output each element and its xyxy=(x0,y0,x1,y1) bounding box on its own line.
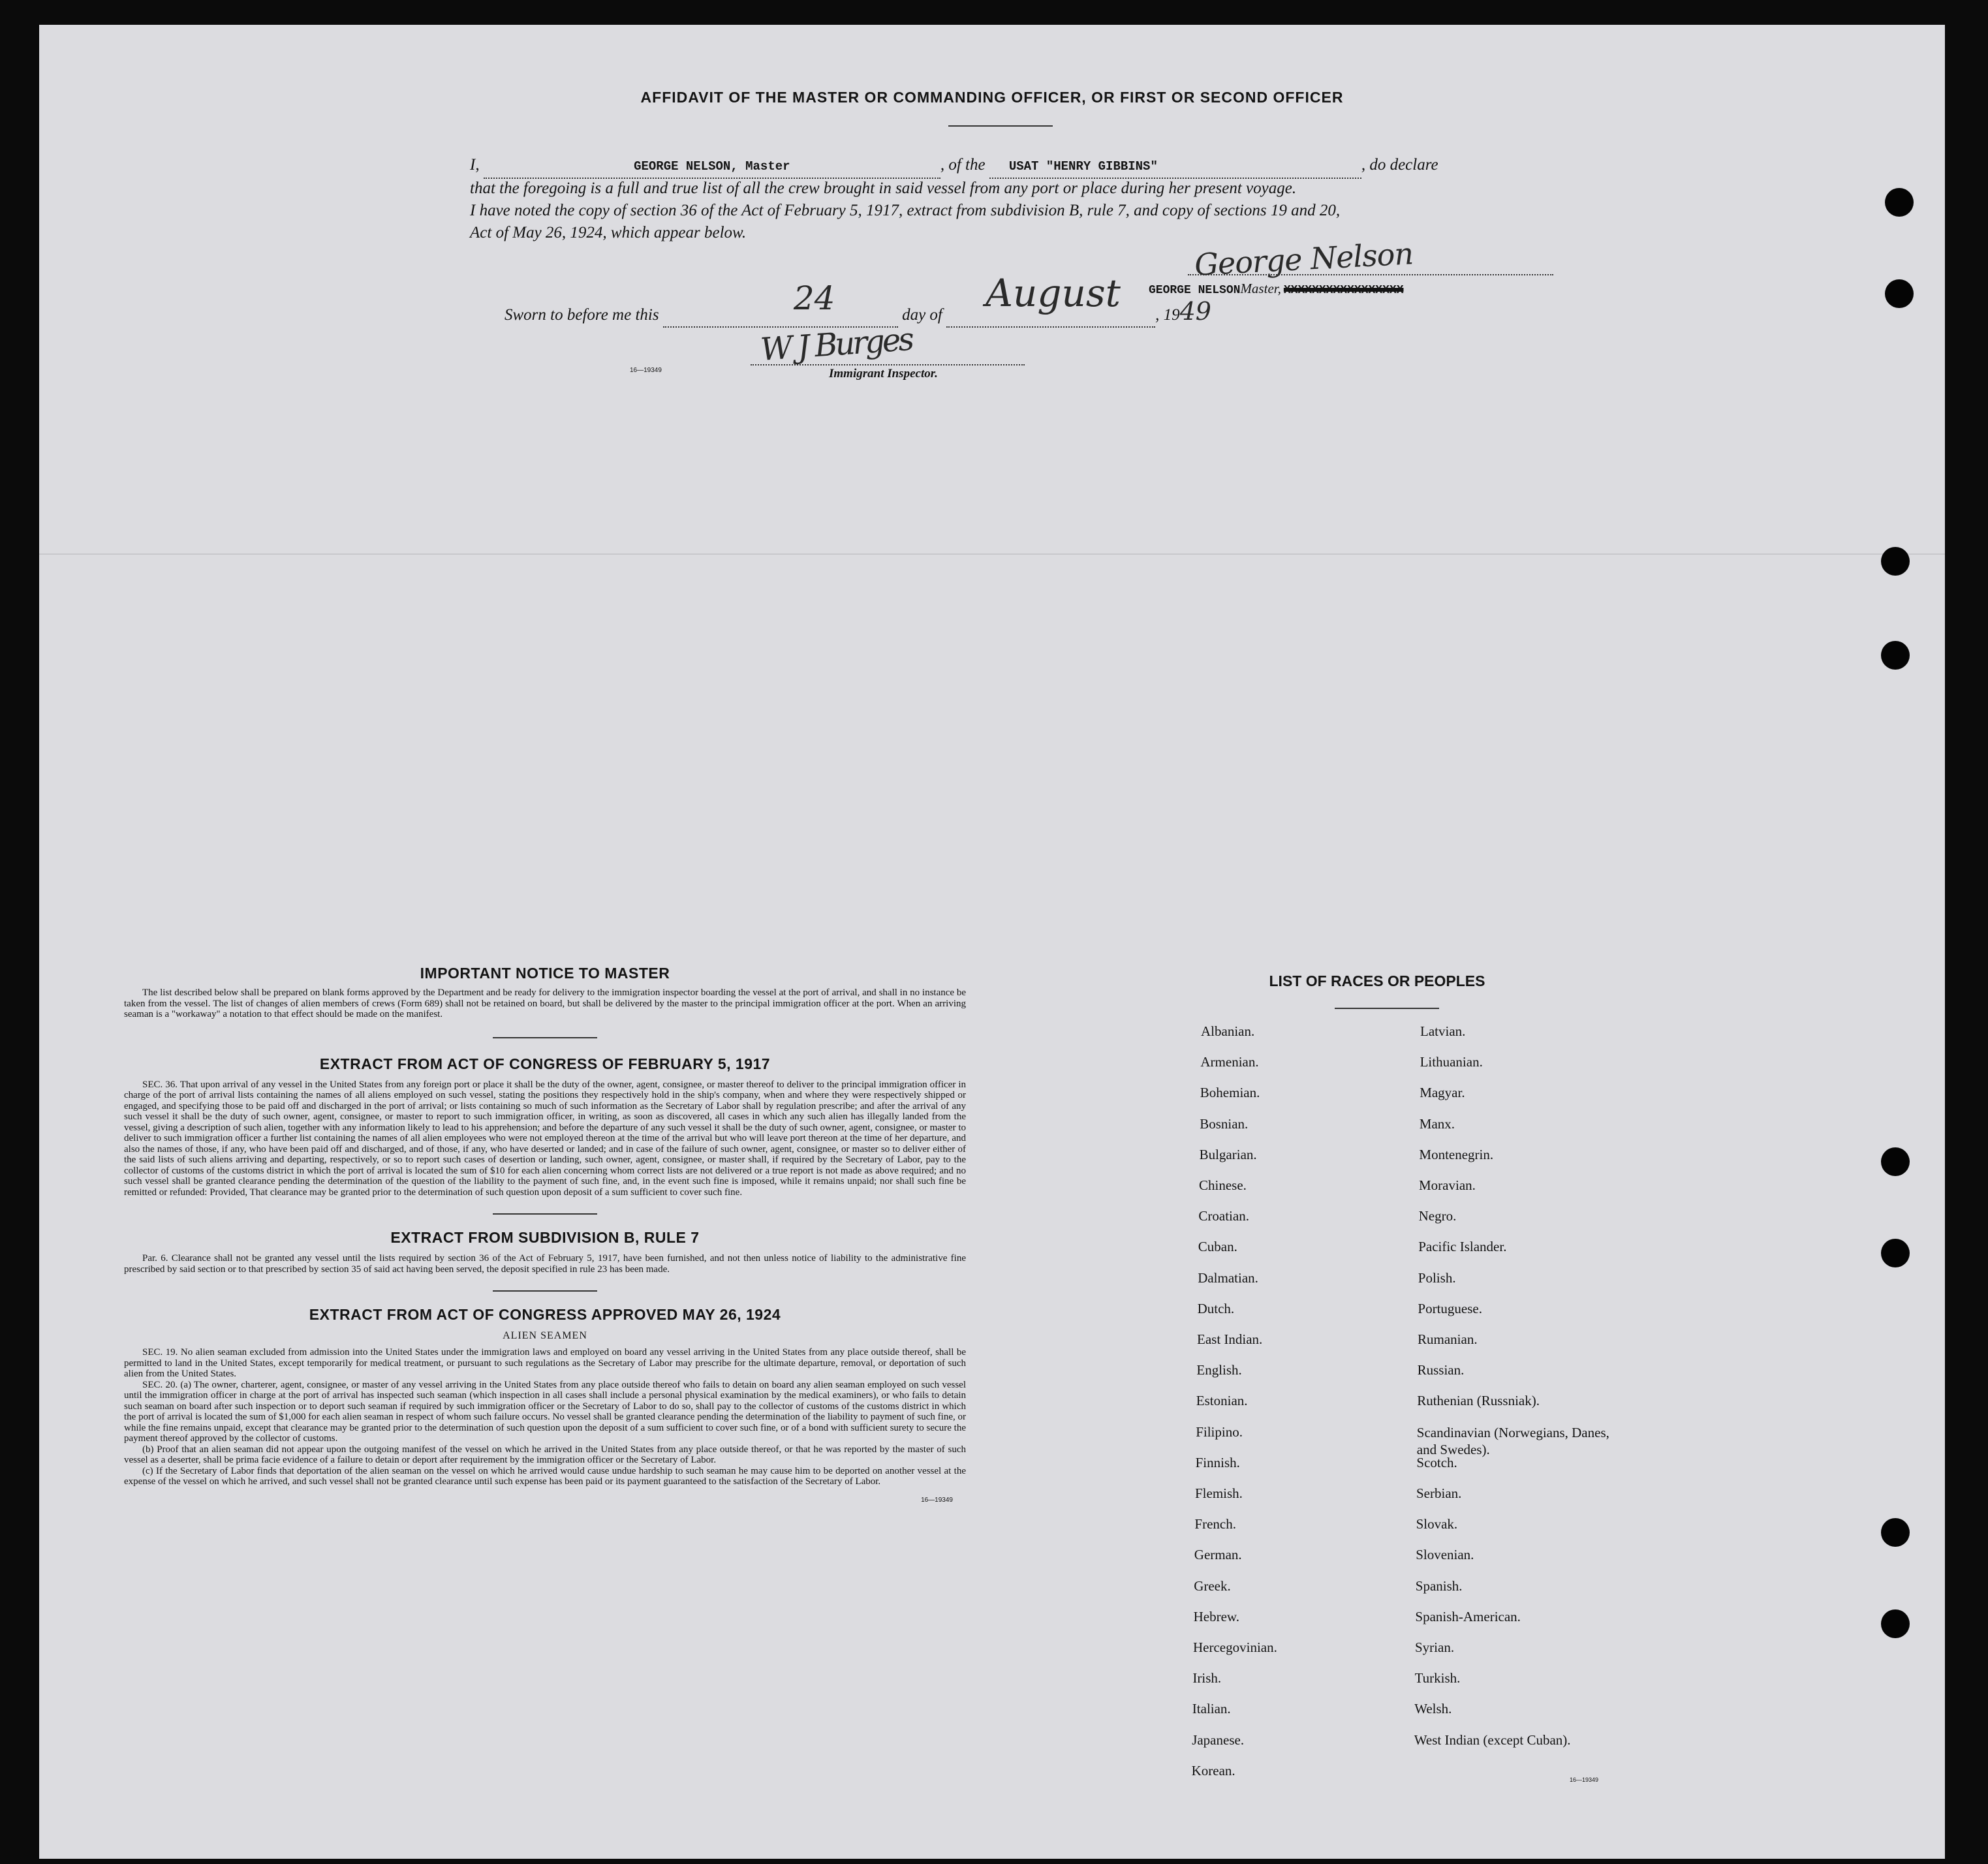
rule-7-paragraph: Par. 6. Clearance shall not be granted any vessel until the lists required by section 36 of the Act of February 5, 1917, have been furnished, and not then unless notice of liability to the administrative fine prescribed by said section or to that prescribed by section 35 of said act having been served, the deposit specified in rule 23 has been made. xyxy=(124,1253,966,1275)
races-title-rule xyxy=(1335,1008,1439,1009)
declaration-line-1 xyxy=(470,154,1579,179)
extract-1917-title: EXTRACT FROM ACT OF CONGRESS OF FEBRUARY 5, 1917 xyxy=(319,1055,771,1072)
race-item: Finnish. xyxy=(1195,1454,1240,1470)
race-item: Slovak. xyxy=(1416,1516,1458,1532)
race-item: Bulgarian. xyxy=(1199,1146,1257,1162)
year-prefix: , 19 xyxy=(1155,306,1180,324)
declaration-line-2: that the foregoing is a full and true list of all the crew brought in said vessel from any port or place during her present voyage. xyxy=(470,179,1297,197)
race-item: Negro. xyxy=(1418,1208,1457,1224)
race-item: Filipino. xyxy=(1196,1423,1243,1440)
binder-hole xyxy=(1885,188,1914,217)
race-item: Armenian. xyxy=(1200,1054,1259,1070)
section-36: SEC. 36. That upon arrival of any vessel in the United States from any foreign port or place it shall be the duty of the owner, agent, consignee, or master thereof to deliver to the principal immigration officer in charge of the port of arrival lists containing the names of all aliens employed on such vessel, stating the positions they respectively hold in the ship's company, when and where they were respectively shipped or engaged, and specifying those to be paid off and discharged in the port of arrival; or lists containing so much of such information as the Secretary of Labor shall by regulation prescribe; and after the arrival of any such vessel it shall be the duty of such owner, agent, consignee, or master to report to such immigration officer, in writing, as soon as discovered, all cases in which any such alien has illegally landed from the vessel, giving a description of such alien, together with any information likely to lead to his apprehension; and before the departure of any such vessel it shall be the duty of such owner, agent, consignee, or master to deliver to such immigration officer a further list containing the names of all alien employees who were not employed thereon at the time of the arrival but who will leave port thereon at the time of her departure, and also the names of those, if any, who have been paid off and discharged, and of those, if any, who have deserted or landed; and in case of the failure of such owner, agent, consignee, or master so to deliver either of the said lists of such aliens arriving and departing, respectively, or so to report such cases of desertion or landing, such owner, agent, consignee, or master shall, if required by the Secretary of Labor, pay to the collector of customs of the customs district in which the port of arrival is located the sum of $10 for each alien concerning whom correct lists are not delivered or a true report is not made as above required; and no such vessel shall be granted clearance pending the determination of the question of the liability to the payment of such fine, and, in the event such fine is imposed, while it remains unpaid; nor shall such fine be remitted or refunded: Provided, That clearance may be granted prior to the determination of such question upon deposit of a sum sufficient to cover such fine. xyxy=(124,1079,966,1198)
notice-title: IMPORTANT NOTICE TO MASTER xyxy=(420,965,670,982)
extract-1924-text xyxy=(124,1347,966,1487)
rule-7-text xyxy=(124,1253,966,1275)
rule-7-title: EXTRACT FROM SUBDIVISION B, RULE 7 xyxy=(390,1229,700,1246)
race-item: Polish. xyxy=(1418,1269,1456,1286)
notice-form-number: 16—19349 xyxy=(921,1496,953,1504)
binder-hole xyxy=(1881,547,1910,576)
inspector-label: Immigrant Inspector. xyxy=(829,367,938,381)
struck-out-title: XXXXXXXXXXXXXXXXX xyxy=(1283,284,1404,297)
declaration-of: , of the xyxy=(940,156,986,174)
binder-hole xyxy=(1881,641,1910,670)
master-signature: George Nelson xyxy=(1193,236,1414,283)
race-item: Ruthenian (Russniak). xyxy=(1417,1393,1540,1409)
binder-hole xyxy=(1881,1609,1910,1638)
race-item: Cuban. xyxy=(1198,1239,1237,1255)
race-item: Turkish. xyxy=(1414,1670,1461,1686)
day-of-label: day of xyxy=(902,306,942,324)
manifest-page xyxy=(39,25,1945,1859)
master-name: GEORGE NELSON, Master xyxy=(634,159,790,174)
vessel-name: USAT "HENRY GIBBINS" xyxy=(1008,159,1158,174)
race-item: Korean. xyxy=(1191,1762,1235,1779)
race-item: Rumanian. xyxy=(1418,1331,1478,1347)
signer-title: Master, xyxy=(1240,281,1281,296)
alien-seamen-subtitle: ALIEN SEAMEN xyxy=(503,1330,587,1341)
affidavit-form-number: 16—19349 xyxy=(630,367,662,374)
race-item: Estonian. xyxy=(1196,1393,1248,1409)
race-item: Irish. xyxy=(1192,1670,1222,1686)
declaration-line-4: Act of May 26, 1924, which appear below. xyxy=(470,224,747,241)
race-item: Welsh. xyxy=(1414,1701,1452,1717)
notice-text xyxy=(124,987,966,1020)
race-item: Portuguese. xyxy=(1418,1300,1482,1316)
month-field xyxy=(946,271,1155,328)
signer-block xyxy=(1149,281,1404,297)
race-item: Pacific Islander. xyxy=(1418,1239,1507,1255)
section-20c: (c) If the Secretary of Labor finds that deportation of the alien seaman on the vessel on which he arrived would cause undue hardship to such seaman he may cause him to be deported on another vessel at the expense of the vessel on which he arrived, and such vessel shall not be granted clearance until such expense has been paid or its payment guaranteed to the satisfaction of the Secretary of Labor. xyxy=(124,1465,966,1487)
race-item: Hercegovinian. xyxy=(1193,1639,1277,1655)
race-item: Latvian. xyxy=(1420,1023,1466,1039)
race-item: Lithuanian. xyxy=(1420,1054,1483,1070)
race-item: Moravian. xyxy=(1419,1177,1476,1193)
section-20a: SEC. 20. (a) The owner, charterer, agent, consignee, or master of any vessel arriving in the United States from any place outside thereof who fails to detain on board any alien seaman employed on such vessel until the immigration officer in charge at the port of arrival has inspected such seaman (which inspection in all cases shall include a personal physical examination by the medical examiners), or who fails to detain such seaman on board after such inspection or to deport such seaman if required by such immigration officer or the Secretary of Labor to do so, shall pay to the collector of customs of the customs district in which the port of arrival is located the sum of $1,000 for each alien seaman in respect of whom such failure occurs. No vessel shall be granted clearance pending the determination of the liability to payment of such fine, or while the fine remains unpaid, except that clearance may be granted prior to the determination of such question upon the deposit of a sum sufficient to cover such fine, or of a bond with sufficient surety to secure the payment thereof approved by the collector of customs. xyxy=(124,1379,966,1444)
race-item: Scotch. xyxy=(1416,1454,1457,1470)
race-item: Syrian. xyxy=(1415,1639,1455,1655)
race-item: East Indian. xyxy=(1197,1331,1263,1347)
separator xyxy=(493,1290,597,1292)
race-item: English. xyxy=(1196,1362,1242,1378)
affidavit-title: AFFIDAVIT OF THE MASTER OR COMMANDING OFFICER, OR FIRST OR SECOND OFFICER xyxy=(640,89,1344,106)
vessel-name-field xyxy=(989,154,1361,179)
race-item: Bohemian. xyxy=(1200,1085,1260,1101)
binder-hole xyxy=(1881,1239,1910,1267)
race-item: Hebrew. xyxy=(1193,1608,1239,1624)
sworn-prefix: Sworn to before me this xyxy=(505,306,659,324)
title-rule xyxy=(948,125,1053,127)
binder-hole xyxy=(1881,1518,1910,1547)
race-item: Bosnian. xyxy=(1200,1115,1249,1132)
sworn-year: 49 xyxy=(1179,297,1211,326)
race-item: West Indian (except Cuban). xyxy=(1414,1732,1571,1748)
race-item: Croatian. xyxy=(1198,1208,1249,1224)
race-item: German. xyxy=(1194,1547,1242,1563)
separator xyxy=(493,1037,597,1038)
signature-line xyxy=(1188,274,1553,275)
race-item: Manx. xyxy=(1419,1115,1455,1132)
race-item: French. xyxy=(1194,1516,1236,1532)
race-item: Scandinavian (Norwegians, Danes, and Swedes). xyxy=(1416,1424,1609,1457)
sworn-day: 24 xyxy=(793,279,835,317)
race-item: Dalmatian. xyxy=(1198,1269,1258,1286)
notice-paragraph: The list described below shall be prepared on blank forms approved by the Department and be ready for delivery to the immigration inspector boarding the vessel at the port of arrival, and shall in no instance be taken from the vessel. The list of changes of alien members of crews (Form 689) shall not be retained on board, but shall be delivered by the master to the principal immigration officer at the port. When an arriving seaman is a "workaway" a notation to that effect should be made on the manifest. xyxy=(124,987,966,1019)
fold-crease xyxy=(39,553,1945,555)
binder-hole xyxy=(1885,279,1914,308)
declaration-line-3: I have noted the copy of section 36 of the Act of February 5, 1917, extract from subdivision B, rule 7, and copy of sections 19 and 20, xyxy=(470,202,1341,219)
declaration-prefix: I, xyxy=(470,156,480,174)
section-19: SEC. 19. No alien seaman excluded from admission into the United States under the immigration laws and employed on board any vessel arriving in the United States from any place outside thereof, shall be permitted to land in the United States, except temporarily for medical treatment, or pursuant to such regulations as the Secretary of Labor may prescribe for the ultimate departure, removal, or deportation of such alien from the United States. xyxy=(124,1347,966,1379)
race-item: Albanian. xyxy=(1201,1023,1255,1039)
notice-column xyxy=(124,965,966,1504)
extract-1917-text xyxy=(124,1080,966,1198)
race-item: Magyar. xyxy=(1420,1085,1465,1101)
race-item: Russian. xyxy=(1417,1362,1465,1378)
race-item: Spanish. xyxy=(1415,1577,1463,1594)
race-item: Spanish-American. xyxy=(1415,1608,1521,1624)
race-item: Italian. xyxy=(1192,1701,1231,1717)
section-20b: (b) Proof that an alien seaman did not appear upon the outgoing manifest of the vessel on which he arrived in the United States from any place outside thereof, or that he was reported by the master of such vessel as a deserter, shall be prima facie evidence of a failure to detain or deport after requirement by the immigration officer or the Secretary of Labor. xyxy=(124,1444,966,1465)
races-title: LIST OF RACES OR PEOPLES xyxy=(1269,972,1485,989)
separator xyxy=(493,1213,597,1215)
signer-typed: GEORGE NELSON xyxy=(1149,284,1241,297)
race-item: Serbian. xyxy=(1416,1485,1462,1501)
race-item: Chinese. xyxy=(1199,1177,1247,1193)
extract-1924-title: EXTRACT FROM ACT OF CONGRESS APPROVED MAY 26, 1924 xyxy=(309,1306,781,1323)
races-form-number: 16—19349 xyxy=(1570,1777,1599,1783)
inspector-signature: W J Burges xyxy=(759,320,913,369)
race-item: Dutch. xyxy=(1197,1300,1235,1316)
race-item: Greek. xyxy=(1194,1577,1231,1594)
declaration-suffix: , do declare xyxy=(1361,156,1438,174)
master-name-field xyxy=(484,154,940,179)
binder-hole xyxy=(1881,1147,1910,1176)
race-item: Montenegrin. xyxy=(1419,1146,1494,1162)
race-item: Japanese. xyxy=(1192,1732,1245,1748)
sworn-month: August xyxy=(986,271,1121,315)
race-item: Slovenian. xyxy=(1416,1547,1474,1563)
inspector-signature-line xyxy=(751,364,1025,365)
race-item: Flemish. xyxy=(1195,1485,1243,1501)
